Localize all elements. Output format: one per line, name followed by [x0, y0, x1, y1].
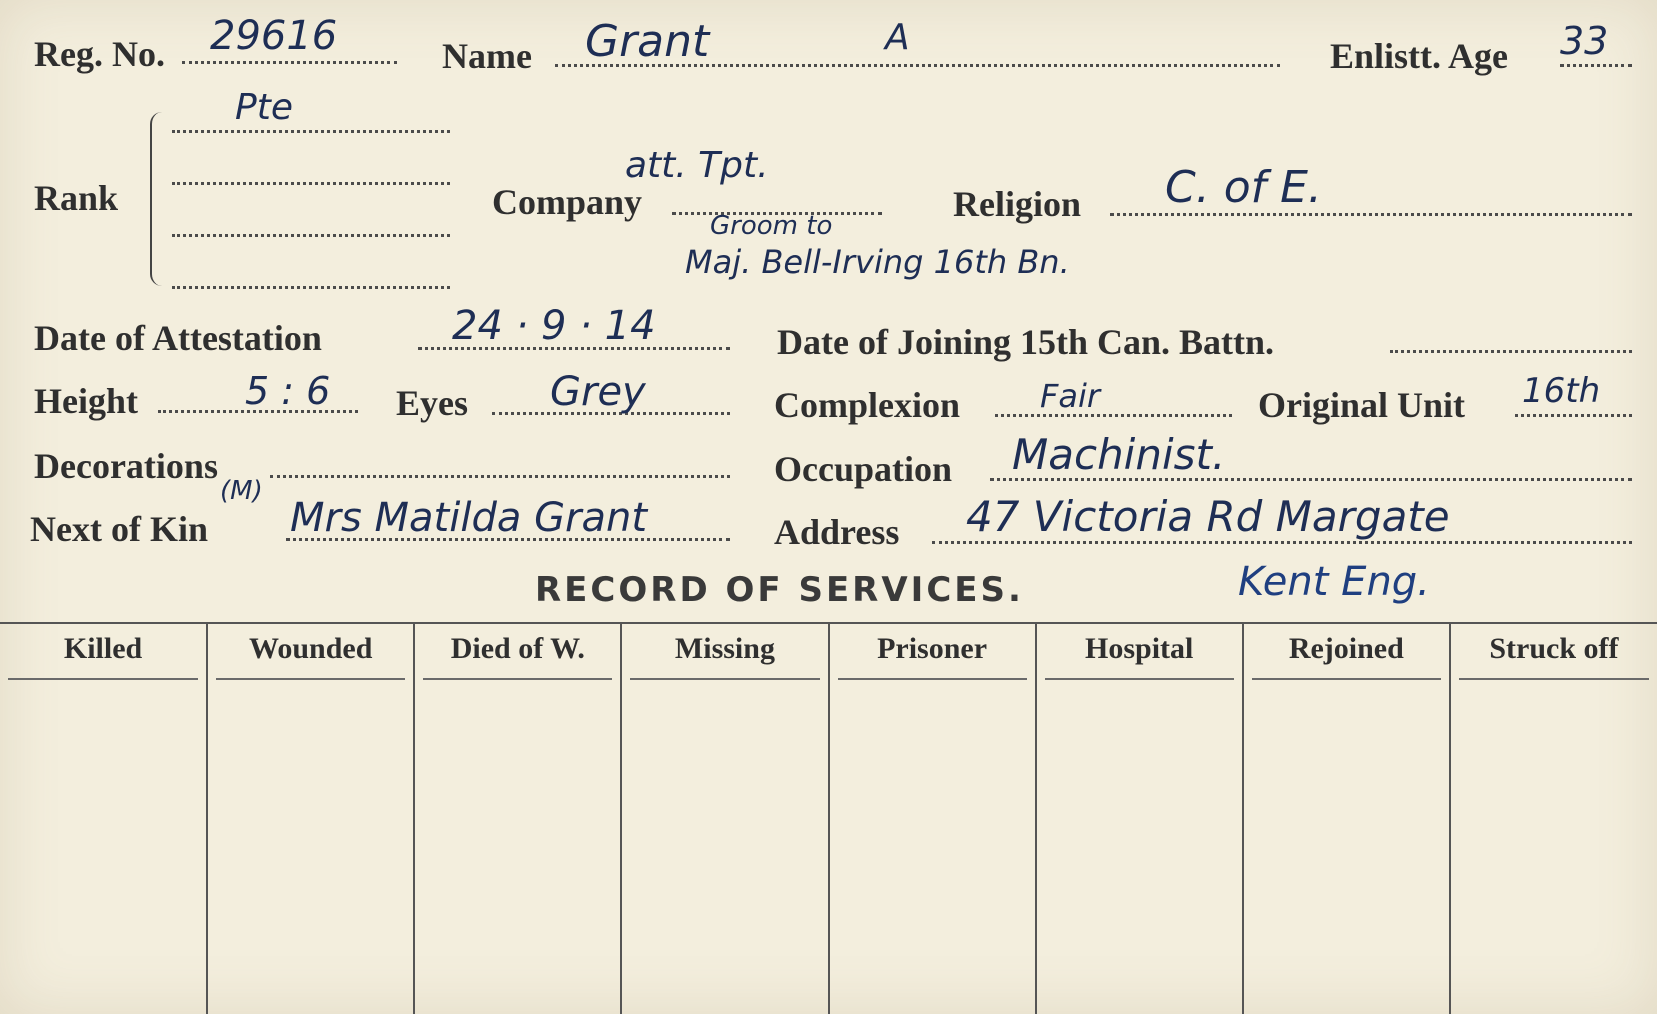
column-header: Hospital — [1036, 623, 1243, 688]
column-header: Killed — [0, 623, 207, 688]
address-value: 47 Victoria Rd Margate — [966, 492, 1450, 541]
rank-brace — [150, 112, 164, 286]
initial-value: A — [885, 17, 910, 58]
name-label: Name — [442, 36, 532, 76]
attestation-label: Date of Attestation — [34, 318, 322, 358]
original-unit-line — [1515, 414, 1632, 417]
eyes-value: Grey — [550, 369, 646, 415]
height-value: 5 : 6 — [245, 369, 331, 413]
address-label: Address — [774, 512, 900, 552]
occupation-value: Machinist. — [1012, 430, 1226, 479]
record-of-services-heading: RECORD OF SERVICES. — [535, 570, 1024, 610]
table-cell — [414, 688, 621, 1014]
original-unit-value: 16th — [1522, 371, 1601, 411]
column-header: Died of W. — [414, 623, 621, 688]
table-header-row — [0, 623, 1657, 688]
table-cell — [1243, 688, 1450, 1014]
column-header: Prisoner — [829, 623, 1036, 688]
company-value: att. Tpt. — [625, 145, 769, 186]
reg-no-line — [182, 61, 397, 64]
record-of-services-table — [0, 622, 1657, 1014]
next-of-kin-label: Next of Kin — [30, 509, 208, 549]
decorations-label: Decorations — [34, 446, 218, 486]
kin-marker: (M) — [220, 476, 263, 506]
column-header: Struck off — [1450, 623, 1657, 688]
occupation-label: Occupation — [774, 449, 953, 489]
height-label: Height — [34, 381, 138, 421]
table-cell — [207, 688, 414, 1014]
rank-label: Rank — [34, 178, 119, 218]
table-cell — [1036, 688, 1243, 1014]
rank-line-2 — [172, 182, 450, 185]
enlist-age-label: Enlistt. Age — [1330, 36, 1509, 76]
eyes-label: Eyes — [396, 383, 468, 423]
reg-no-value: 29616 — [210, 13, 338, 59]
joining-line — [1390, 350, 1632, 353]
company-label: Company — [492, 182, 643, 222]
column-header: Rejoined — [1243, 623, 1450, 688]
complexion-line — [995, 414, 1232, 417]
company-note-1: Groom to — [710, 211, 833, 241]
original-unit-label: Original Unit — [1258, 385, 1466, 425]
address-continuation: Kent Eng. — [1238, 559, 1430, 605]
age-line — [1560, 64, 1632, 67]
address-line — [932, 541, 1632, 544]
table-cell — [0, 688, 207, 1014]
name-value: Grant — [585, 16, 710, 67]
religion-value: C. of E. — [1165, 162, 1322, 213]
next-of-kin-value: Mrs Matilda Grant — [290, 495, 648, 541]
rank-value: Pte — [235, 87, 293, 128]
column-header: Missing — [621, 623, 828, 688]
age-value: 33 — [1560, 19, 1609, 63]
table-cell — [621, 688, 828, 1014]
rank-line-3 — [172, 234, 450, 237]
attestation-value: 24 · 9 · 14 — [452, 303, 656, 349]
rank-line-4 — [172, 286, 450, 289]
religion-label: Religion — [953, 184, 1082, 224]
column-header: Wounded — [207, 623, 414, 688]
reg-no-label: Reg. No. — [34, 34, 165, 74]
joining-label: Date of Joining 15th Can. Battn. — [777, 322, 1275, 362]
table-cell — [829, 688, 1036, 1014]
decorations-line — [270, 475, 730, 478]
table-cell — [1450, 688, 1657, 1014]
religion-line — [1110, 213, 1632, 216]
complexion-label: Complexion — [774, 385, 961, 425]
company-note-2: Maj. Bell-Irving 16th Bn. — [685, 243, 1070, 281]
rank-line-1 — [172, 130, 450, 133]
complexion-value: Fair — [1040, 377, 1101, 415]
table-row — [0, 688, 1657, 1014]
